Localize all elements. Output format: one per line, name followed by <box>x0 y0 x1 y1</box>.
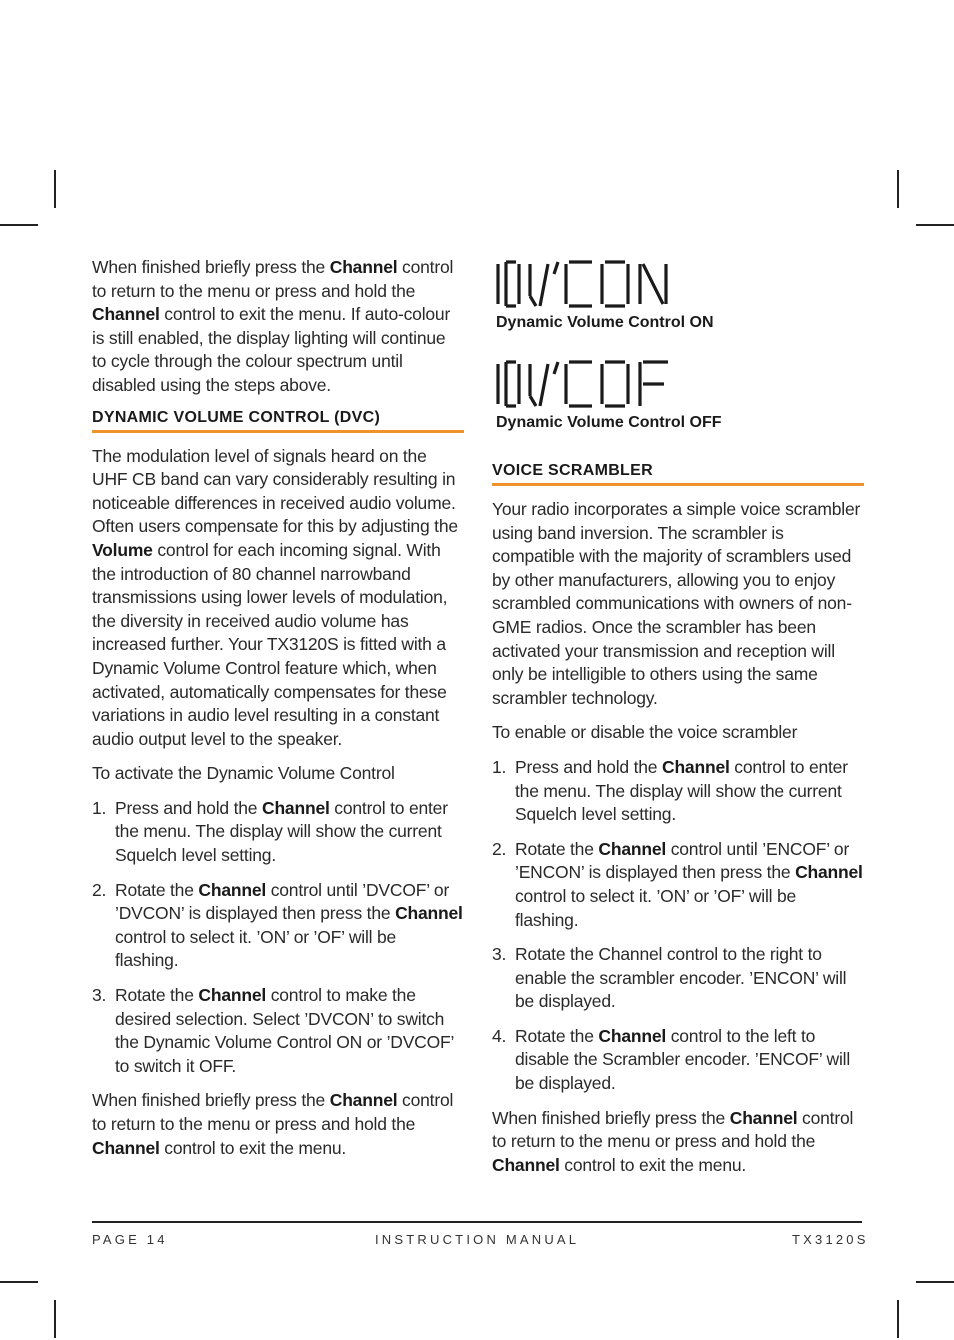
svg-text:DVCON: DVCON <box>492 241 550 258</box>
footer-rule <box>92 1221 862 1223</box>
dvc-heading: DYNAMIC VOLUME CONTROL (DVC) <box>92 409 464 433</box>
voice-scrambler-paragraph: Your radio incorporates a simple voice scrambler using band inversion. The scrambler is compatible with the majority of scramblers used by other manufacturers, allowing you to enjoy scrambled communications with owners of non-GME radios. Once the scrambler has been activated your transmission and reception will only be intelligible to others using the same scrambler technology. <box>492 499 861 708</box>
list-item: 1. Press and hold the Channel control to enter the menu. The display will show the current Squelch level setting. <box>492 756 848 825</box>
svg-text:DVCOF: DVCOF <box>492 341 548 358</box>
lcd-caption-on: Dynamic Volume Control ON <box>496 314 714 331</box>
list-item: 4. Rotate the Channel control to the left to disable the Scrambler encoder. ’ENCOF’ will be displayed. <box>492 1025 851 1094</box>
right-column <box>492 241 864 1188</box>
lcd-display-dvcof <box>492 341 692 414</box>
scrambler-steps <box>492 756 864 1096</box>
crop-mark <box>0 224 38 226</box>
dvc-steps <box>92 797 464 1079</box>
crop-mark <box>0 1281 38 1283</box>
list-item: 3. Rotate the Channel control to the right to enable the scrambler encoder. ’ENCON’ will be displayed. <box>492 944 847 1012</box>
outro-paragraph: When finished briefly press the Channel control to return to the menu or press and hold the Channel control to exit the menu. <box>492 1107 854 1175</box>
left-column <box>92 256 464 1171</box>
crop-mark <box>54 1300 56 1338</box>
dvc-paragraph: The modulation level of signals heard on the UHF CB band can vary considerably resulting in noticeable differences in received audio volume. Often users compensate for this by adjusting the Volume control for each incoming signal. With the introduction of 80 channel narrowband transmissions using lower levels of modulation, the diversity in received audio volume has increased further. Your TX3120S is fitted with a Dynamic Volume Control feature which, when activated, automatically compensates for these variations in audio level resulting in a constant audio output level to the speaker. <box>92 445 458 749</box>
enable-intro: To enable or disable the voice scrambler <box>492 722 798 743</box>
footer-page-number: PAGE 14 <box>92 1232 168 1247</box>
list-item: 1. Press and hold the Channel control to enter the menu. The display will show the current Squelch level setting. <box>92 797 448 866</box>
crop-mark <box>916 1281 954 1283</box>
list-item: 2. Rotate the Channel control until ’DVCOF’ or ’DVCON’ is displayed then press the Channel control to select it. ’ON’ or ’OF’ will be flashing. <box>92 879 463 971</box>
lcd-display-dvcon <box>492 241 692 314</box>
activate-intro: To activate the Dynamic Volume Control <box>92 763 395 784</box>
crop-mark <box>54 170 56 208</box>
voice-scrambler-heading: VOICE SCRAMBLER <box>492 462 864 486</box>
footer-title: INSTRUCTION MANUAL <box>375 1232 580 1247</box>
crop-mark <box>897 170 899 208</box>
outro-paragraph: When finished briefly press the Channel control to return to the menu or press and hold the Channel control to exit the menu. <box>92 1090 454 1158</box>
list-item: 2. Rotate the Channel control until ’ENCOF’ or ’ENCON’ is displayed then press the Channel control to select it. ’ON’ or ’OF’ will be flashing. <box>492 838 863 930</box>
crop-mark <box>916 224 954 226</box>
lcd-caption-off: Dynamic Volume Control OFF <box>496 414 722 431</box>
intro-paragraph: When finished briefly press the Channel control to return to the menu or press and hold the Channel control to exit the menu. If auto-colour is still enabled, the display lighting will continue to cycle through the colour spectrum until disabled using the steps above. <box>92 257 454 395</box>
crop-mark <box>897 1300 899 1338</box>
list-item: 3. Rotate the Channel control to make the desired selection. Select ’DVCON’ to switch the Dynamic Volume Control ON or ’DVCOF’ to switch it OFF. <box>92 985 454 1076</box>
footer-model: TX3120S <box>792 1232 869 1247</box>
